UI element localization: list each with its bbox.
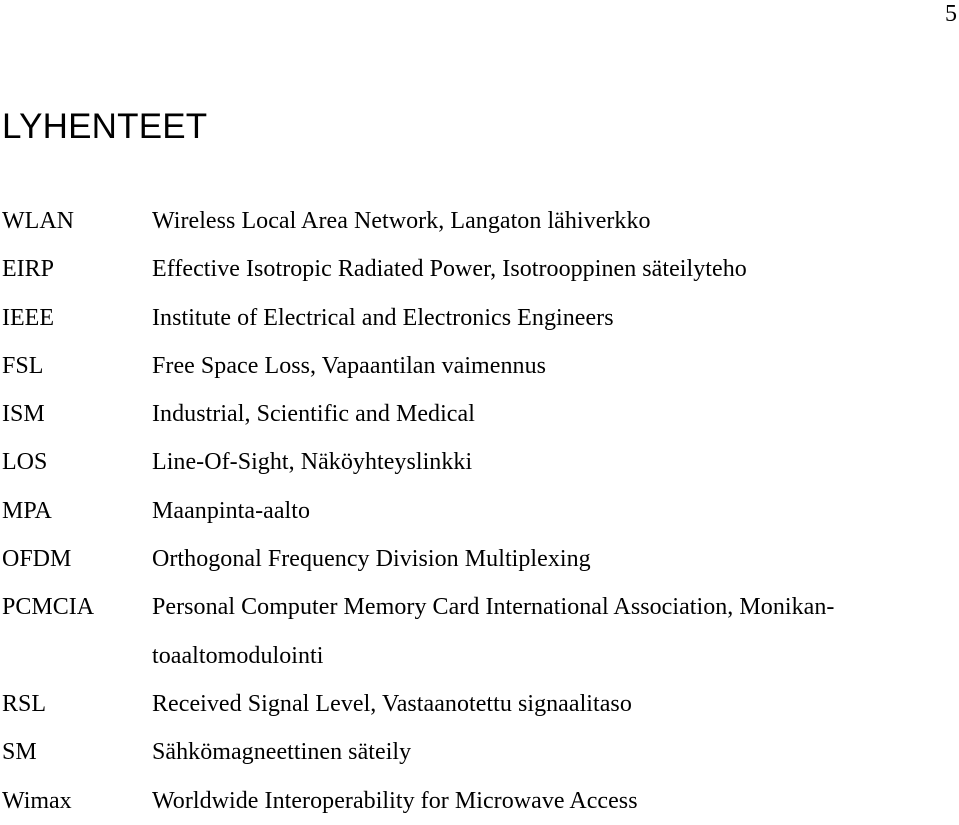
abbreviation-row	[2, 535, 957, 583]
definition-line: Received Signal Level, Vastaanotettu signaalitaso	[152, 690, 632, 717]
abbreviation-definition	[152, 487, 957, 535]
abbreviation-term: MPA	[2, 497, 52, 524]
abbreviation-definition	[152, 390, 957, 438]
abbreviation-definition	[152, 728, 957, 776]
abbreviation-definition	[152, 583, 957, 680]
abbreviation-term: FSL	[2, 352, 44, 379]
abbreviation-row	[2, 245, 957, 293]
abbreviation-definition	[152, 777, 957, 825]
definition-line: Worldwide Interoperability for Microwave Access	[152, 787, 638, 814]
definition-line: Line-Of-Sight, Näköyhteyslinkki	[152, 449, 473, 476]
abbreviation-term: ISM	[2, 401, 45, 428]
definition-line: Sähkömagneettinen säteily	[152, 739, 412, 766]
definition-line: Free Space Loss, Vapaantilan vaimennus	[152, 352, 547, 379]
abbreviation-row	[2, 680, 957, 728]
abbreviation-term: RSL	[2, 690, 47, 717]
abbreviation-term: EIRP	[2, 256, 55, 283]
abbreviation-row	[2, 583, 957, 680]
abbreviation-definition	[152, 294, 957, 342]
abbreviation-row	[2, 487, 957, 535]
abbreviation-term: Wimax	[2, 787, 72, 814]
definition-line: toaaltomodulointi	[152, 642, 324, 669]
abbreviation-definition	[152, 438, 957, 486]
abbreviation-term: SM	[2, 739, 37, 766]
abbreviation-definition	[152, 535, 957, 583]
definition-line: Maanpinta-aalto	[152, 497, 311, 524]
abbreviation-definition	[152, 680, 957, 728]
abbreviation-definition	[152, 197, 957, 245]
abbreviation-row	[2, 197, 957, 245]
definition-line: Orthogonal Frequency Division Multiplexing	[152, 546, 591, 573]
abbreviation-row	[2, 728, 957, 776]
abbreviation-term: PCMCIA	[2, 594, 95, 621]
abbreviation-row	[2, 438, 957, 486]
abbreviation-row	[2, 342, 957, 390]
page-number: 5	[945, 1, 957, 27]
abbreviation-definition	[152, 342, 957, 390]
abbreviation-row	[2, 390, 957, 438]
abbreviation-row	[2, 294, 957, 342]
abbreviation-term: LOS	[2, 449, 48, 476]
abbreviation-row	[2, 777, 957, 825]
definition-line: Personal Computer Memory Card International Association, Monikan-	[152, 594, 835, 621]
definition-line: Wireless Local Area Network, Langaton lähiverkko	[152, 208, 651, 234]
abbreviation-term: OFDM	[2, 546, 72, 573]
abbreviation-term: IEEE	[2, 304, 54, 331]
definition-line: Industrial, Scientific and Medical	[152, 401, 475, 428]
abbreviation-definition	[152, 245, 957, 293]
definition-line: Institute of Electrical and Electronics Engineers	[152, 304, 614, 331]
abbreviation-term: WLAN	[2, 208, 74, 234]
abbreviation-list	[2, 197, 957, 825]
definition-line: Effective Isotropic Radiated Power, Isotrooppinen säteilyteho	[152, 256, 747, 283]
page-title: LYHENTEET	[2, 107, 208, 146]
